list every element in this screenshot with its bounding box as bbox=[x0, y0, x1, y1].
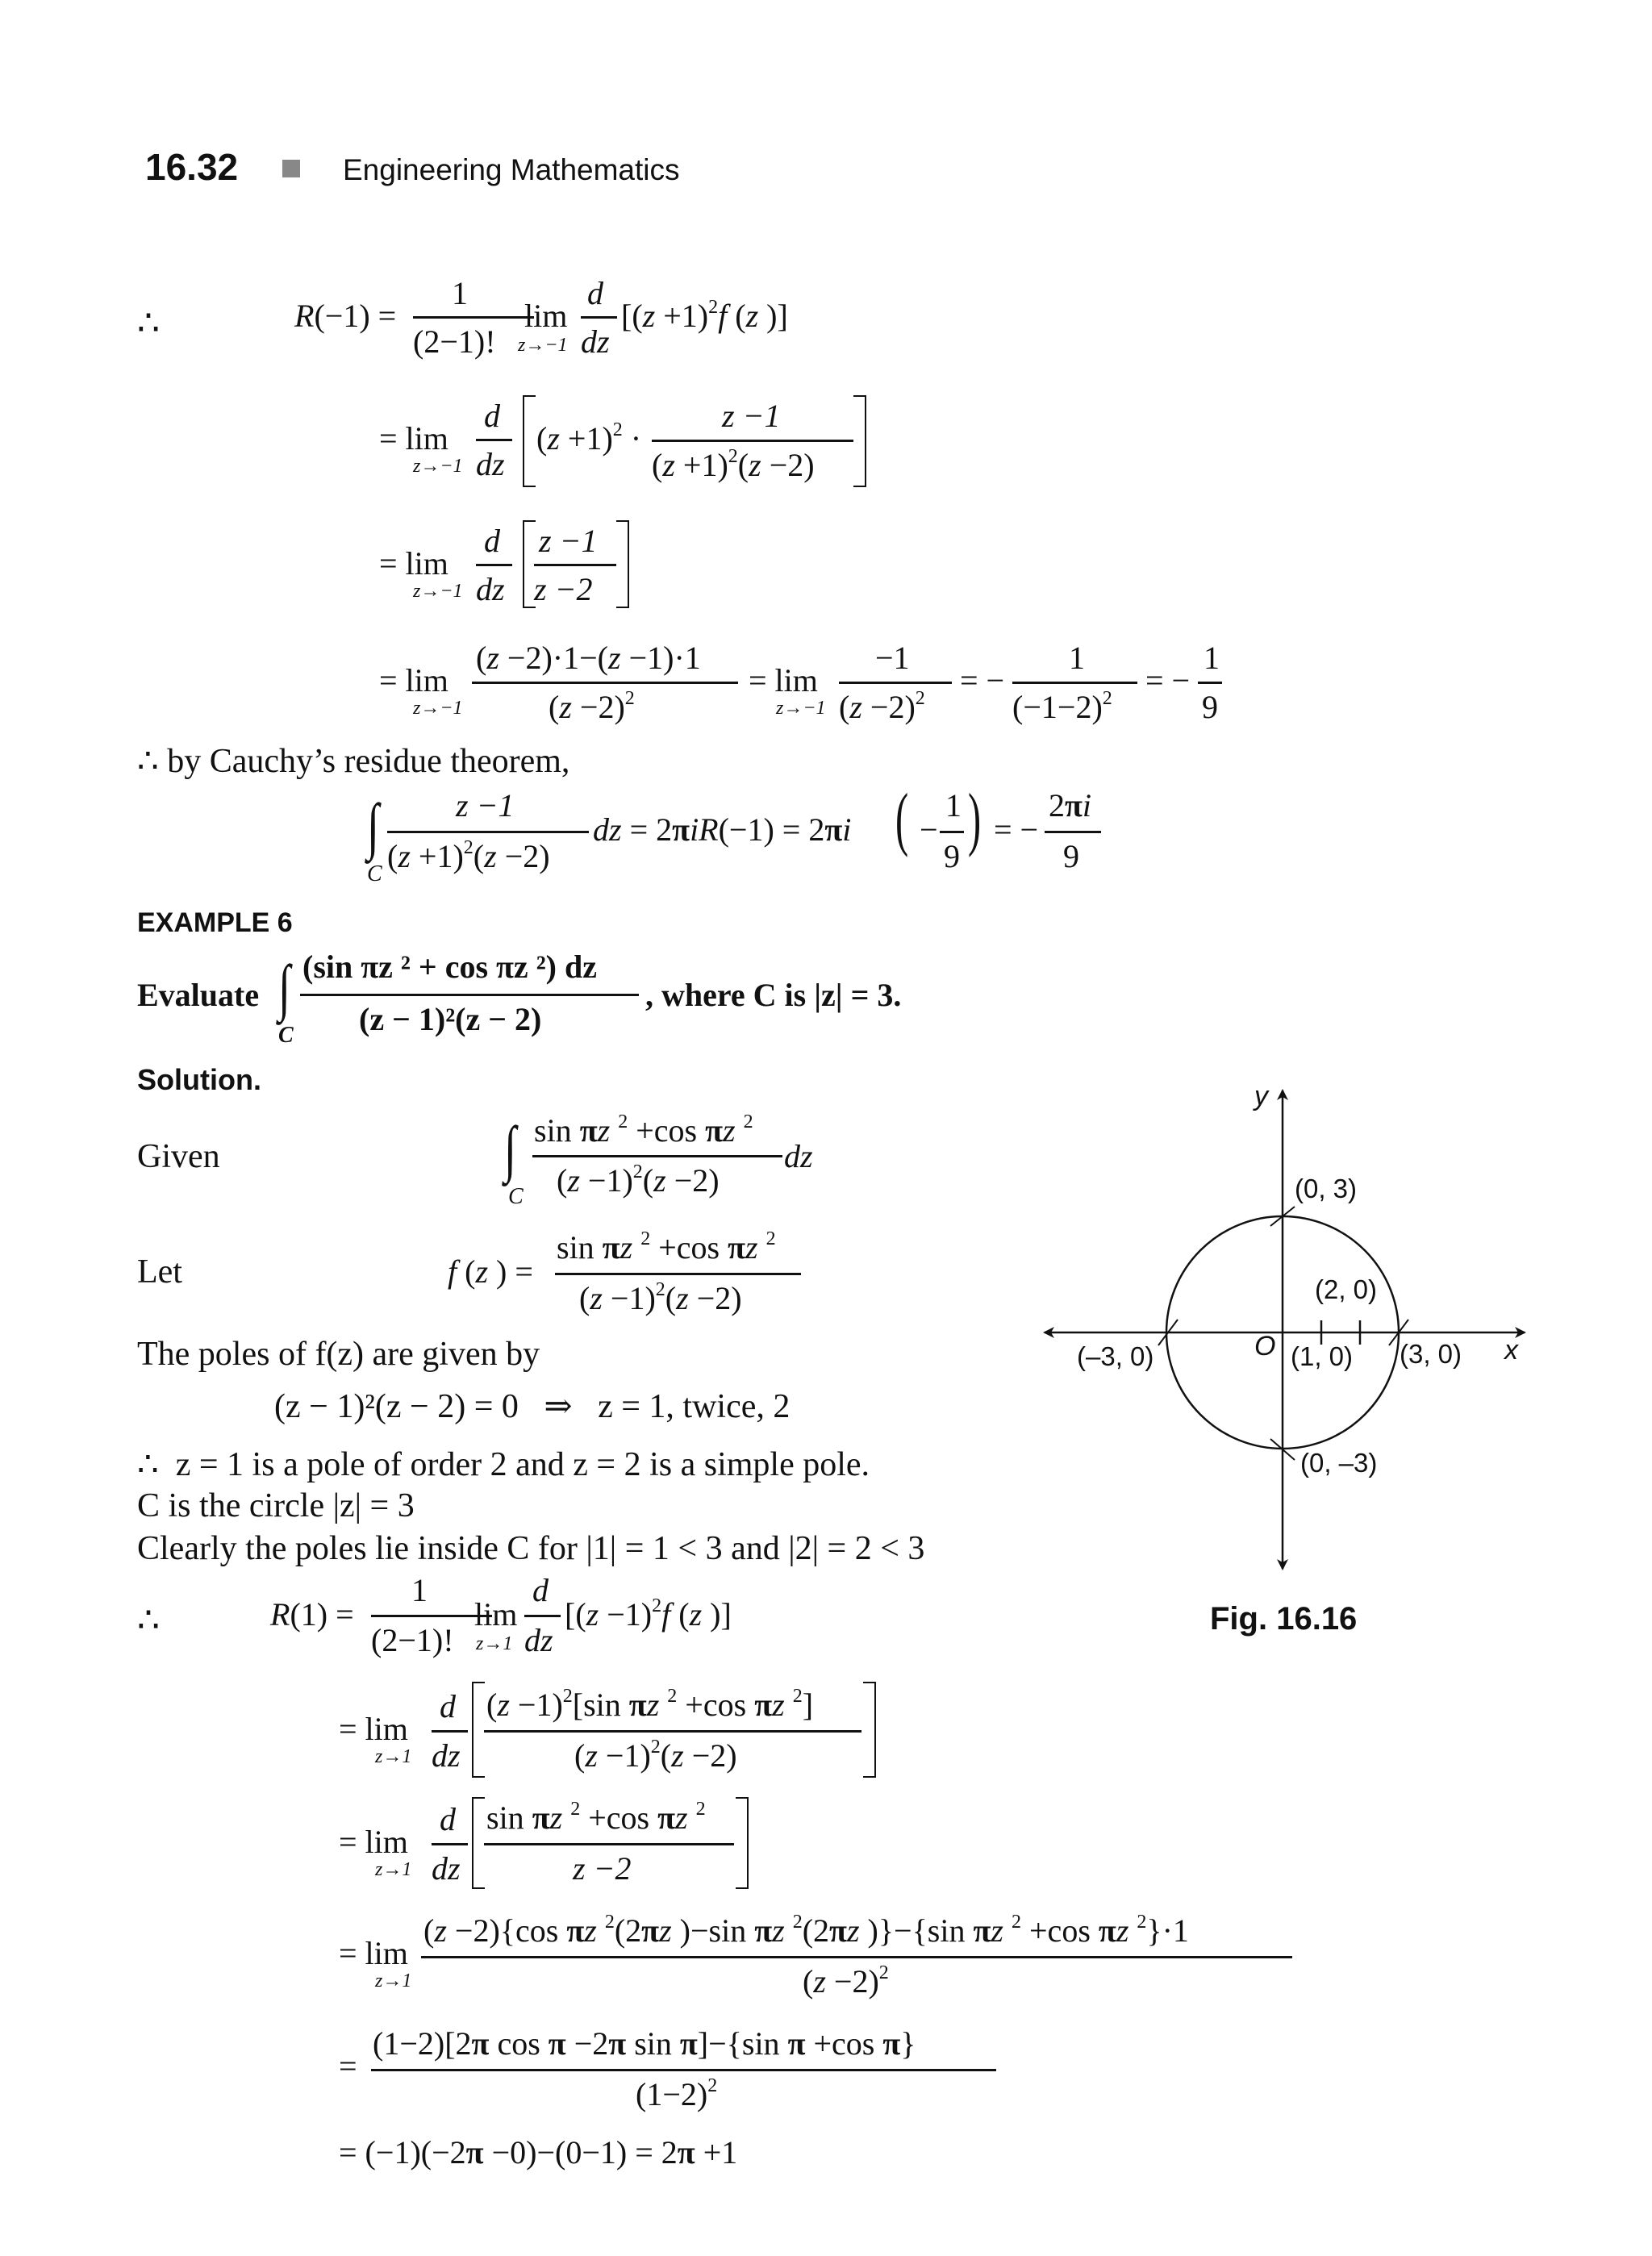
example-condition: , where C is |z| = 3. bbox=[645, 977, 902, 1013]
fraction-numerator: 1 bbox=[411, 1572, 428, 1608]
minus-sign: − bbox=[920, 811, 938, 848]
integral-result: dz = 2πiR(−1) = 2πi bbox=[593, 811, 852, 848]
pole-order-statement: ∴ z = 1 is a pole of order 2 and z = 2 is a simple pole. bbox=[137, 1446, 870, 1483]
residue-r-minus1-lhs: R(−1) = bbox=[294, 298, 397, 334]
axis-label-y: y bbox=[1254, 1081, 1268, 1111]
fraction-numerator: z −1 bbox=[539, 523, 598, 559]
therefore-symbol: ∴ bbox=[137, 303, 160, 343]
fraction-bar bbox=[940, 831, 964, 833]
label-point-3-0: (3, 0) bbox=[1400, 1339, 1462, 1369]
therefore-symbol: ∴ bbox=[137, 1600, 160, 1640]
fraction-denominator: (2−1)! bbox=[413, 323, 496, 360]
fraction-bar bbox=[300, 994, 639, 996]
fraction-denominator: $(-1-2)^2$ bbox=[1012, 688, 1112, 725]
bracket-expression: [$(z +1)^2f$ (z )] bbox=[621, 297, 788, 334]
fraction-numerator: (z −2)·1−(z −1)·1 bbox=[476, 640, 701, 676]
lim-subscript: z→−1 bbox=[413, 698, 463, 719]
integral-sign: ∫ bbox=[367, 790, 379, 861]
bracket-expression: [$(z -1)^2f$ (z )] bbox=[565, 1595, 732, 1633]
fraction-numerator: −1 bbox=[875, 640, 910, 676]
book-title: Engineering Mathematics bbox=[343, 153, 680, 186]
lim-subscript: z→−1 bbox=[413, 581, 463, 602]
integrand-denominator: (z − 1)²(z − 2) bbox=[359, 1001, 542, 1037]
fraction-denominator: $(z -2)^2$ bbox=[549, 688, 635, 725]
right-bracket bbox=[853, 395, 866, 487]
fraction-denominator: $(z -2)^2$ bbox=[803, 1962, 889, 2000]
function-lhs: f (z ) = bbox=[448, 1253, 533, 1290]
fraction-bar bbox=[1198, 682, 1222, 684]
fraction-numerator: (z −2){cos πz $^2$(2πz )−sin πz $^2$(2πz )}−{sin πz $^2$ +cos πz $^2$}·1 bbox=[423, 1912, 1189, 1949]
fraction-bar bbox=[532, 1155, 782, 1157]
figure-caption: Fig. 16.16 bbox=[1210, 1601, 1358, 1637]
fraction-numerator: z −1 bbox=[722, 398, 781, 434]
fraction-denominator: $(z -1)^2(z -2)$ bbox=[574, 1737, 737, 1774]
fraction-bar bbox=[421, 1956, 1292, 1958]
contour-subscript: C bbox=[367, 861, 382, 886]
derivative-bar bbox=[432, 1843, 468, 1845]
equals-lim: = lim bbox=[339, 1824, 408, 1860]
let-word: Let bbox=[137, 1253, 182, 1291]
example-label: EXAMPLE 6 bbox=[137, 907, 293, 938]
derivative-dz: dz bbox=[476, 571, 505, 607]
page-number: 16.32 bbox=[145, 146, 239, 188]
solution-heading: Solution. bbox=[137, 1063, 261, 1096]
fraction-numerator: sin πz $^2$ +cos πz $^2$ bbox=[557, 1228, 776, 1266]
fraction-numerator: z −1 bbox=[456, 787, 515, 824]
circle-statement: C is the circle |z| = 3 bbox=[137, 1487, 415, 1524]
fraction-numerator: $(z -1)^2[\sin$ πz $^2$ +cos πz $^2$] bbox=[486, 1686, 814, 1723]
derivative-dz: dz bbox=[581, 323, 610, 360]
fraction-denominator: $(z -1)^2(z -2)$ bbox=[557, 1161, 720, 1199]
derivative-dz: dz bbox=[524, 1622, 553, 1658]
derivative-d: d bbox=[440, 1801, 456, 1837]
left-bracket bbox=[472, 1797, 485, 1889]
fraction-denominator: 9 bbox=[1063, 838, 1079, 874]
fraction-bar bbox=[555, 1273, 801, 1275]
integrand-numerator: (sin πz ² + cos πz ²) dz bbox=[302, 949, 597, 985]
fraction-denominator: z −2 bbox=[534, 571, 593, 607]
fraction-bar bbox=[652, 440, 853, 442]
derivative-bar bbox=[524, 1615, 561, 1617]
derivative-d: d bbox=[484, 398, 500, 434]
derivative-d: d bbox=[532, 1572, 549, 1608]
final-result: = (−1)(−2π −0)−(0−1) = 2π +1 bbox=[339, 2134, 738, 2171]
fraction-bar bbox=[1012, 682, 1137, 684]
lim-subscript: z→1 bbox=[375, 1859, 412, 1880]
lim-subscript: z→1 bbox=[375, 1970, 412, 1991]
equals-lim: = lim bbox=[749, 662, 818, 698]
derivative-d: d bbox=[587, 275, 603, 311]
label-point-1-0: (1, 0) bbox=[1291, 1341, 1354, 1371]
fraction-denominator: z −2 bbox=[573, 1850, 632, 1887]
contour-subscript: C bbox=[508, 1184, 524, 1209]
fraction-denominator: $(z +1)^2(z -2)$ bbox=[652, 446, 815, 483]
cauchy-statement: ∴ by Cauchy’s residue theorem, bbox=[137, 743, 570, 780]
lim-operator: lim bbox=[474, 1596, 518, 1633]
fraction-denominator: $(1-2)^2$ bbox=[636, 2075, 718, 2112]
equals-lim: = lim bbox=[379, 662, 448, 698]
label-point-0-minus3: (0, –3) bbox=[1300, 1448, 1378, 1478]
equals-minus: = − bbox=[960, 662, 1005, 698]
derivative-bar bbox=[432, 1730, 468, 1733]
differential-dz: dz bbox=[784, 1138, 813, 1174]
fraction-bar bbox=[484, 1843, 734, 1845]
figure-circle-diagram bbox=[1032, 1081, 1549, 1597]
left-paren: ( bbox=[895, 780, 909, 858]
fraction-numerator: 1 bbox=[1069, 640, 1085, 676]
lim-subscript: z→−1 bbox=[776, 698, 826, 719]
inside-statement: Clearly the poles lie inside C for |1| = 1 < 3 and |2| = 2 < 3 bbox=[137, 1530, 925, 1567]
fraction-numerator: sin πz $^2$ +cos πz $^2$ bbox=[486, 1799, 706, 1836]
derivative-dz: dz bbox=[432, 1737, 461, 1774]
factor: $(z +1)^2$ · bbox=[536, 419, 642, 457]
left-bracket bbox=[523, 395, 536, 487]
fraction-numerator: 1 bbox=[1204, 640, 1220, 676]
fraction-numerator: (1−2)[2π cos π −2π sin π]−{sin π +cos π} bbox=[373, 2025, 916, 2062]
fraction-denominator: $(z -1)^2(z -2)$ bbox=[579, 1279, 742, 1316]
right-bracket bbox=[616, 520, 629, 608]
equals-lim: = lim bbox=[379, 420, 448, 457]
label-point-minus3-0: (–3, 0) bbox=[1077, 1341, 1154, 1371]
derivative-d: d bbox=[484, 523, 500, 559]
fraction-denominator: 9 bbox=[944, 838, 960, 874]
fraction-numerator: 2πi bbox=[1049, 787, 1092, 824]
fraction-bar bbox=[472, 682, 738, 684]
lim-subscript: z→−1 bbox=[518, 335, 568, 356]
given-word: Given bbox=[137, 1138, 220, 1175]
header-square-bullet bbox=[282, 160, 300, 177]
fraction-denominator: (2−1)! bbox=[371, 1622, 454, 1658]
right-paren: ) bbox=[968, 780, 982, 858]
fraction-bar bbox=[484, 1730, 861, 1733]
poles-equation: (z − 1)²(z − 2) = 0 ⇒ z = 1, twice, 2 bbox=[274, 1388, 791, 1425]
right-bracket bbox=[736, 1797, 749, 1889]
fraction-denominator: 9 bbox=[1202, 689, 1218, 725]
lim-subscript: z→1 bbox=[375, 1746, 412, 1767]
label-point-2-0: (2, 0) bbox=[1315, 1274, 1378, 1304]
residue-r1-lhs: R(1) = bbox=[270, 1596, 354, 1633]
derivative-d: d bbox=[440, 1688, 456, 1724]
integral-sign: ∫ bbox=[504, 1113, 516, 1183]
axis-label-x: x bbox=[1504, 1335, 1518, 1366]
lim-operator: lim bbox=[524, 298, 568, 334]
fraction-bar bbox=[371, 2069, 996, 2071]
fraction-bar bbox=[1045, 831, 1101, 833]
fraction-bar bbox=[839, 682, 952, 684]
lim-subscript: z→1 bbox=[476, 1633, 513, 1654]
label-point-0-3: (0, 3) bbox=[1295, 1174, 1358, 1203]
derivative-dz: dz bbox=[476, 446, 505, 482]
origin-label: O bbox=[1254, 1331, 1276, 1362]
equals-lim: = lim bbox=[339, 1711, 408, 1747]
fraction-bar bbox=[413, 316, 534, 319]
fraction-numerator: 1 bbox=[452, 275, 468, 311]
equals-lim: = lim bbox=[339, 1935, 408, 1971]
equals-minus: = − bbox=[994, 811, 1039, 848]
derivative-bar bbox=[476, 439, 512, 441]
equals-sign: = bbox=[339, 2048, 357, 2084]
fraction-bar bbox=[387, 831, 589, 833]
right-bracket bbox=[863, 1682, 876, 1778]
derivative-bar bbox=[476, 564, 512, 566]
left-bracket bbox=[472, 1682, 485, 1778]
derivative-bar bbox=[581, 316, 617, 319]
fraction-denominator: $(z -2)^2$ bbox=[839, 688, 925, 725]
fraction-denominator: $(z +1)^2(z -2)$ bbox=[387, 837, 550, 874]
equals-minus: = − bbox=[1145, 662, 1191, 698]
fraction-bar bbox=[534, 564, 616, 566]
evaluate-word: Evaluate bbox=[137, 977, 260, 1013]
lim-subscript: z→−1 bbox=[413, 456, 463, 477]
equals-lim: = lim bbox=[379, 545, 448, 582]
integral-sign: ∫ bbox=[278, 952, 290, 1022]
fraction-numerator: sin πz $^2$ +cos πz $^2$ bbox=[534, 1111, 753, 1149]
poles-text: The poles of f(z) are given by bbox=[137, 1336, 540, 1373]
contour-subscript: C bbox=[278, 1023, 294, 1048]
fraction-numerator: 1 bbox=[945, 787, 962, 824]
derivative-dz: dz bbox=[432, 1850, 461, 1887]
